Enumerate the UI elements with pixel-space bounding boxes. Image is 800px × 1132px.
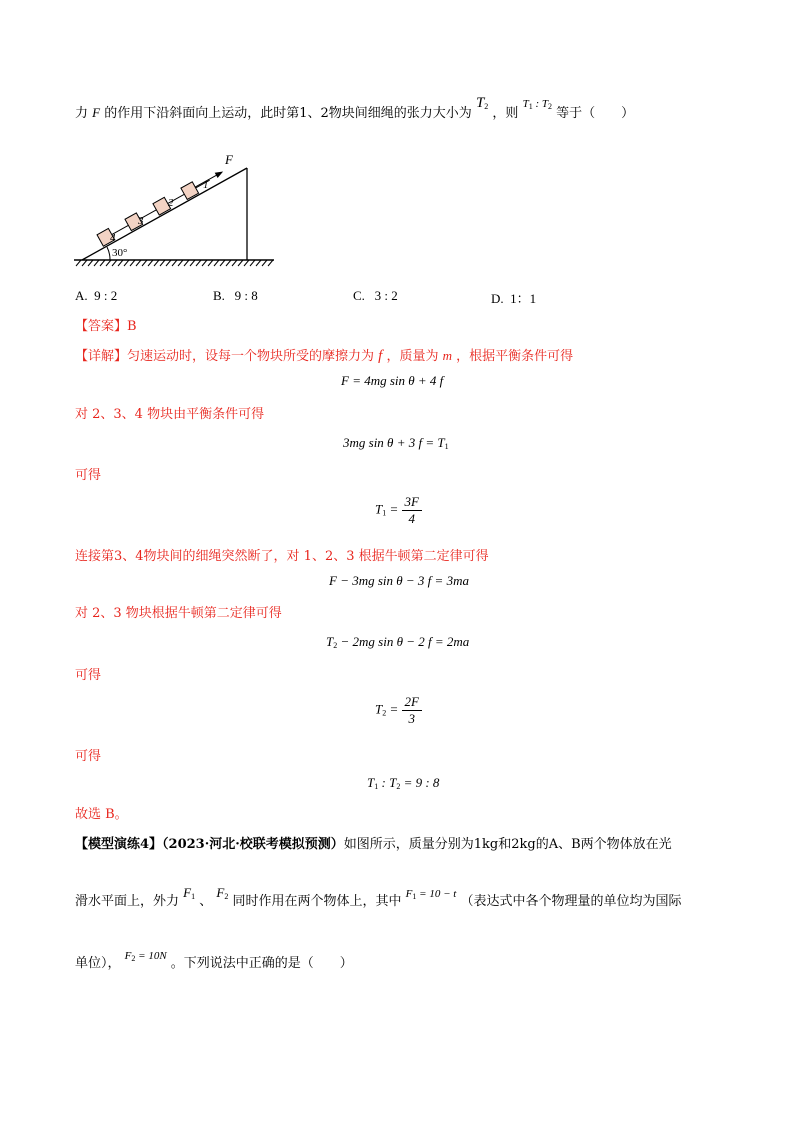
detail-line: 【详解】匀速运动时，设每一个物块所受的摩擦力为 f ，质量为 m ，根据平衡条件可得: [75, 348, 574, 364]
option-b[interactable]: B. 9 : 8: [213, 288, 258, 303]
incline-figure: [70, 150, 280, 272]
equation-1: F = 4mg sin θ + 4 f: [341, 373, 444, 388]
option-c[interactable]: C. 3 : 2: [353, 288, 398, 303]
kede-1: 可得: [75, 468, 102, 483]
force-label: F: [225, 152, 233, 167]
option-d[interactable]: D. 1：1: [491, 291, 537, 306]
question-text-2: 的作用下沿斜面向上运动，此时第1、2物块间细绳的张力大小为: [104, 106, 472, 121]
equation-6: $T_2$ = $\frac{2F}{3}$: [375, 694, 422, 727]
practice-title: 【模型演练4】（2023·河北·校联考模拟预测）: [75, 837, 344, 852]
option-a[interactable]: A. 9 : 2: [75, 288, 118, 303]
tension-t2-symbol: $T_2$: [475, 95, 489, 111]
equation-2: 3mg sin θ + 3 $f = T_1$: [343, 435, 449, 451]
question-text-3: 等于（ ）: [556, 106, 635, 121]
question-line: [75, 95, 635, 126]
line-4: 对 2、3 物块根据牛顿第二定律可得: [75, 606, 282, 621]
line-2: 对 2、3、4 物块由平衡条件可得: [75, 407, 265, 422]
equation-5: $T_2 - 2mg$ sin θ − 2 f = 2ma: [326, 634, 470, 650]
kede-2: 可得: [75, 668, 102, 683]
question-text-ze: ，则: [492, 106, 519, 121]
ground-hatching: [76, 260, 273, 266]
angle-arc: [107, 247, 110, 260]
angle-label: 30°: [112, 247, 128, 259]
practice-line-3: 单位）， $^{F_2 = 10N}$ 。下列说法中正确的是（ ）: [75, 950, 353, 971]
question-text-1: 力: [75, 106, 89, 121]
block-label-4: 4: [110, 232, 116, 244]
answer-line: 【答案】B: [75, 319, 137, 334]
line-3: 连接第3、4物块间的细绳突然断了，对 1、2、3 根据牛顿第二定律可得: [75, 549, 489, 564]
ratio-expression: T1 : T2: [522, 98, 552, 111]
force-arrowhead: [215, 169, 225, 178]
equation-4: F − 3mg sin θ − 3 f = 3ma: [329, 573, 469, 588]
force-symbol: F: [92, 105, 101, 120]
block-label-2: 2: [168, 197, 174, 209]
block-label-3: 3: [138, 215, 144, 227]
practice-line-2: 滑水平面上，外力 $F_1$ 、 $F_2$ 同时作用在两个物体上，其中 $^{F_1 = 10 - t}$ （表达式中各个物理量的单位均为国际: [75, 885, 682, 909]
equation-7: $T_1$ : $T_2 = 9$ : 8: [367, 775, 440, 791]
equation-3: $T_1$ = $\frac{3F}{4}$: [375, 494, 422, 527]
incline-slope: [82, 168, 247, 260]
block-label-1: 1: [203, 179, 209, 191]
conclusion: 故选 B。: [75, 807, 128, 822]
practice-line-1: 【模型演练4】（2023·河北·校联考模拟预测）如图所示，质量分别为1kg和2kg的A、B两个物体放在光: [75, 837, 672, 852]
kede-3: 可得: [75, 749, 102, 764]
